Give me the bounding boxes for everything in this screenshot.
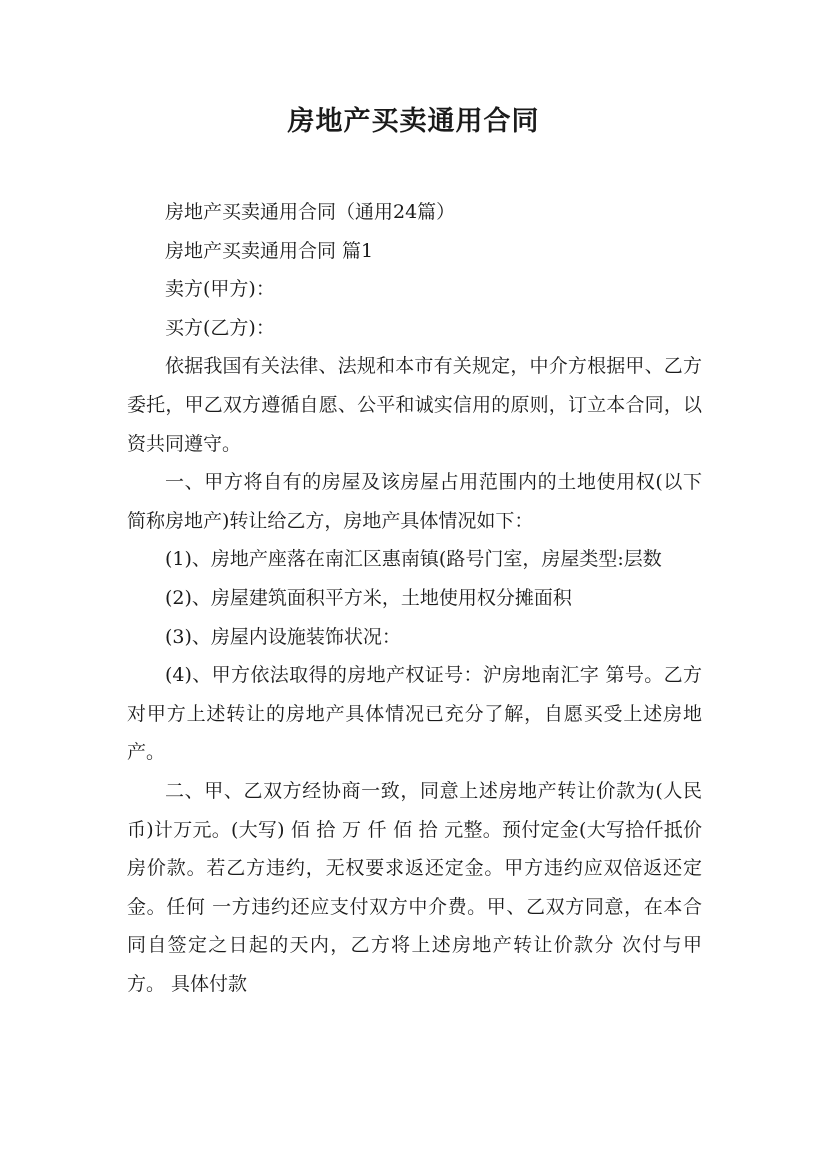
- paragraph-item-1: (1)、房地产座落在南汇区惠南镇(路号门室，房屋类型:层数: [165, 548, 662, 571]
- paragraph-preamble: 依据我国有关法律、法规和本市有关规定，中介方根据甲、乙方委托，甲乙双方遵循自愿、公平和诚实信用的原则，订立本合同，以资共同遵守。: [127, 355, 702, 455]
- paragraph-subtitle: 房地产买卖通用合同（通用24篇）: [165, 201, 456, 223]
- document-title: 房地产买卖通用合同: [287, 106, 540, 137]
- paragraph-clause-1: 一、甲方将自有的房屋及该房屋占用范围内的土地使用权(以下简称房地产)转让给乙方，房地产具体情况如下：: [127, 471, 702, 532]
- paragraph-seller: 卖方(甲方)：: [165, 278, 275, 301]
- paragraph-item-4: (4)、甲方依法取得的房地产权证号：沪房地南汇字 第号。乙方对甲方上述转让的房地产具体情况已充分了解，自愿买受上述房地产。: [127, 664, 702, 764]
- paragraph-item-3: (3)、房屋内设施装饰状况：: [165, 625, 401, 648]
- paragraph-section-heading: 房地产买卖通用合同 篇1: [165, 239, 374, 262]
- paragraph-item-2: (2)、房屋建筑面积平方米，土地使用权分摊面积: [165, 586, 572, 609]
- paragraph-buyer: 买方(乙方)：: [165, 316, 275, 339]
- document-body: [127, 193, 702, 1003]
- paragraph-clause-2: 二、甲、乙双方经协商一致，同意上述房地产转让价款为(人民币)计万元。(大写) 佰 拾 万 仟 佰 拾 元整。预付定金(大写拾仟抵价房价款。若乙方违约，无权要求返还定金。甲方违约应双倍返还定金。任何 一方违约还应支付双方中介费。甲、乙双方同意，在本合同自签定之日起的天内，乙方将上述房地产转让价款分 次付与甲方。 具体付款: [127, 779, 702, 995]
